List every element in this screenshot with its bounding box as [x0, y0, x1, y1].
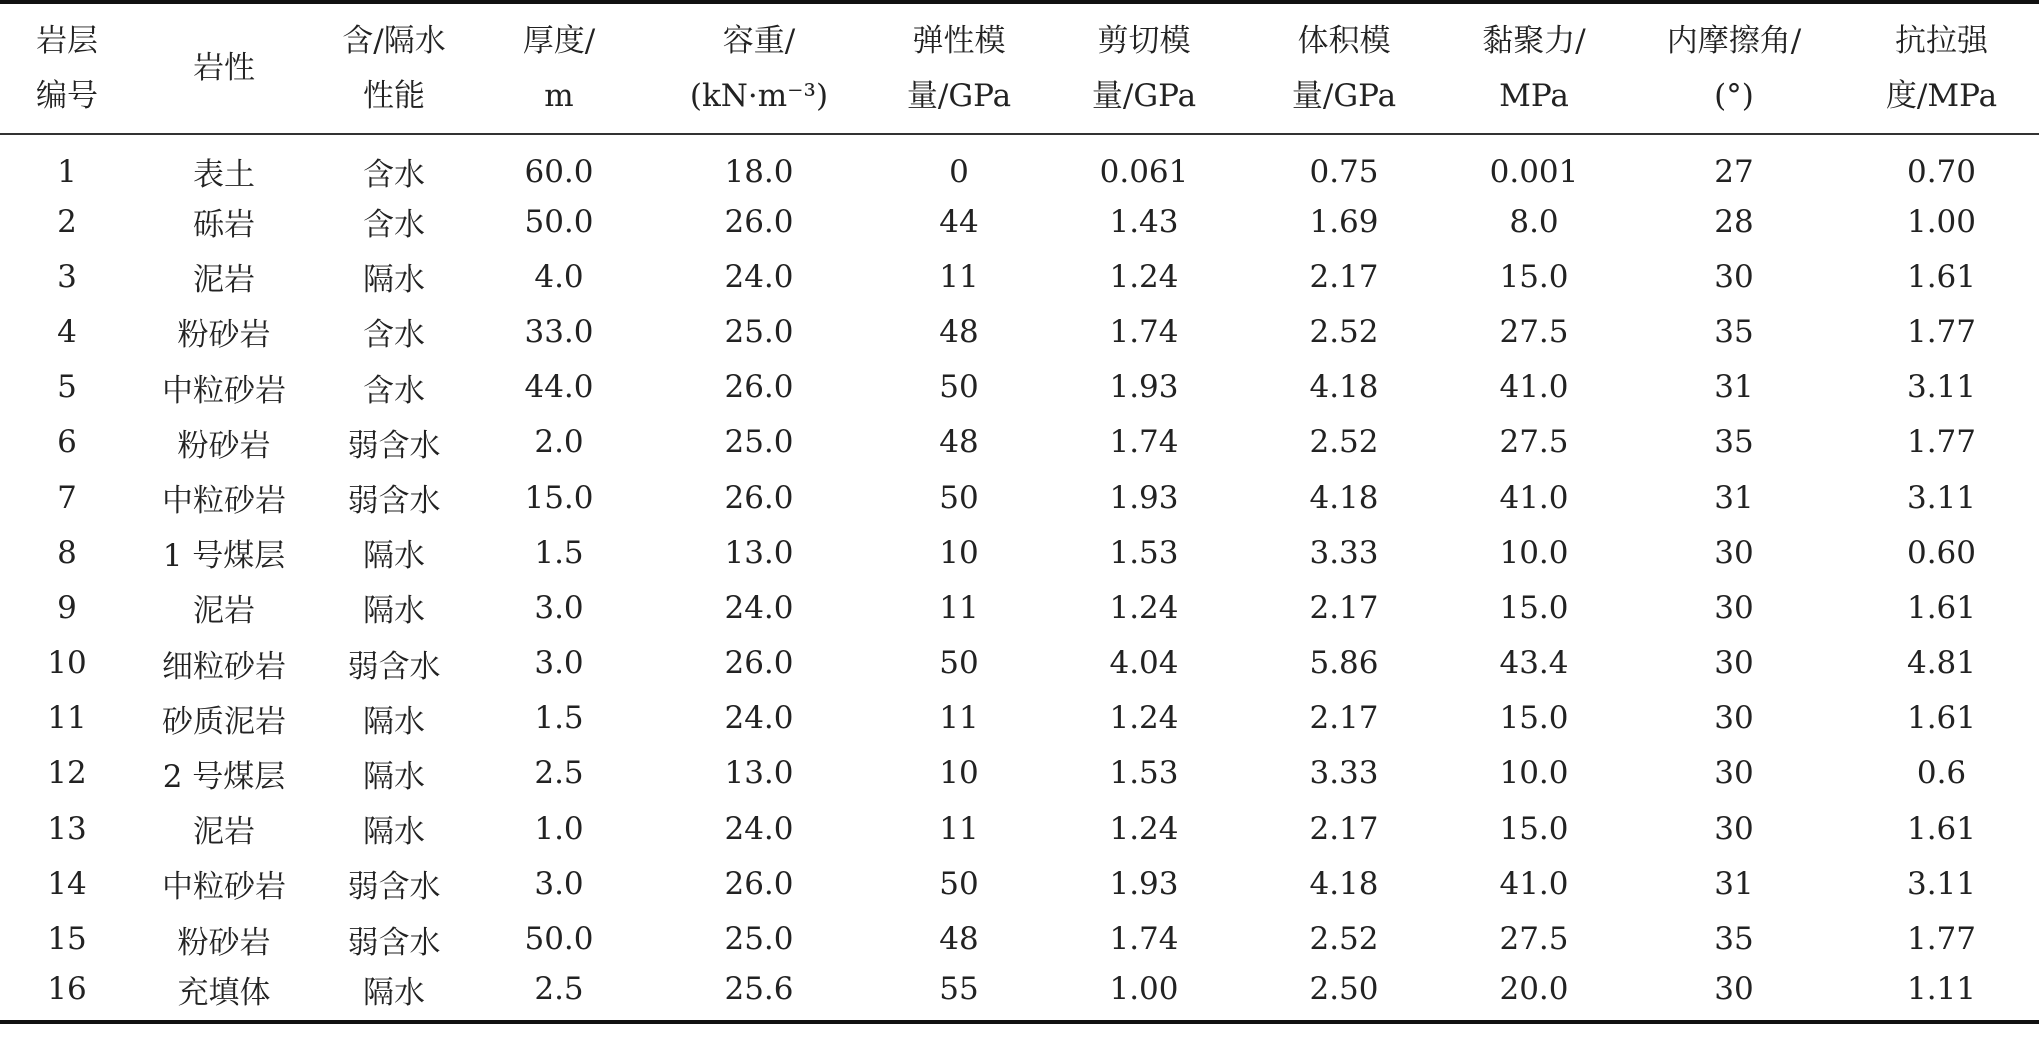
- cell-cohesion: 15.0: [1499, 700, 1569, 737]
- cell-friction-angle: 30: [1714, 755, 1754, 792]
- cell-lithology: 中粒砂岩: [162, 869, 286, 906]
- cell-elastic-modulus: 11: [939, 810, 979, 847]
- table-row: [0, 691, 2039, 746]
- table-row: [0, 856, 2039, 911]
- cell-bulk-modulus: 5.86: [1309, 645, 1379, 682]
- cell-elastic-modulus: 10: [939, 534, 979, 571]
- cell-tensile-strength: 1.11: [1906, 971, 1977, 1008]
- cell-shear-modulus: 1.43: [1109, 203, 1179, 240]
- cell-layer-number: 15: [47, 921, 87, 958]
- cell-tensile-strength: 1.61: [1906, 810, 1977, 847]
- cell-elastic-modulus: 10: [939, 755, 979, 792]
- cell-thickness: 3.0: [534, 865, 584, 902]
- table-row: [0, 580, 2039, 635]
- cell-bulk-modulus: 2.17: [1309, 589, 1379, 626]
- cell-shear-modulus: 1.53: [1109, 755, 1179, 792]
- header-elastic-modulus-line: 量/GPa: [906, 77, 1012, 114]
- cell-layer-number: 16: [47, 971, 87, 1008]
- cell-friction-angle: 35: [1714, 921, 1754, 958]
- cell-unit-weight: 26.0: [724, 645, 794, 682]
- cell-bulk-modulus: 4.18: [1309, 479, 1379, 516]
- cell-thickness: 3.0: [534, 589, 584, 626]
- table-row: [0, 636, 2039, 691]
- header-aquifer-property: [314, 2, 474, 134]
- cell-unit-weight: 26.0: [724, 479, 794, 516]
- cell-aquifer-property: 弱含水: [347, 924, 441, 961]
- cell-thickness: 44.0: [524, 369, 594, 406]
- cell-unit-weight: 25.0: [724, 313, 794, 350]
- cell-friction-angle: 27: [1714, 153, 1754, 190]
- header-thickness-line: m: [544, 77, 574, 114]
- cell-layer-number: 7: [57, 479, 77, 516]
- cell-friction-angle: 31: [1714, 865, 1754, 902]
- cell-bulk-modulus: 4.18: [1309, 865, 1379, 902]
- header-friction-angle-line: 内摩擦角/: [1666, 22, 1802, 59]
- cell-aquifer-property: 隔水: [363, 703, 425, 740]
- cell-friction-angle: 30: [1714, 589, 1754, 626]
- cell-layer-number: 2: [57, 203, 77, 240]
- cell-unit-weight: 13.0: [724, 755, 794, 792]
- cell-lithology: 中粒砂岩: [162, 372, 286, 409]
- cell-bulk-modulus: 4.18: [1309, 369, 1379, 406]
- header-shear-modulus-line: 剪切模: [1097, 22, 1191, 59]
- header-layer-number-line: 编号: [36, 77, 98, 114]
- header-bulk-modulus-line: 量/GPa: [1291, 77, 1397, 114]
- cell-thickness: 15.0: [524, 479, 594, 516]
- cell-cohesion: 27.5: [1499, 424, 1569, 461]
- table-row: [0, 525, 2039, 580]
- cell-shear-modulus: 1.93: [1109, 865, 1179, 902]
- cell-cohesion: 10.0: [1499, 755, 1569, 792]
- cell-elastic-modulus: 48: [939, 424, 979, 461]
- cell-cohesion: 41.0: [1499, 369, 1569, 406]
- cell-thickness: 3.0: [534, 645, 584, 682]
- table-row: [0, 194, 2039, 249]
- header-shear-modulus: [1044, 2, 1244, 134]
- cell-layer-number: 14: [47, 865, 87, 902]
- cell-unit-weight: 13.0: [724, 534, 794, 571]
- cell-cohesion: 10.0: [1499, 534, 1569, 571]
- cell-bulk-modulus: 3.33: [1309, 755, 1379, 792]
- header-cohesion-line: MPa: [1499, 77, 1569, 114]
- header-thickness-line: 厚度/: [522, 22, 596, 59]
- header-unit-weight: [644, 2, 874, 134]
- cell-friction-angle: 31: [1714, 369, 1754, 406]
- cell-elastic-modulus: 50: [939, 645, 979, 682]
- cell-tensile-strength: 3.11: [1906, 479, 1977, 516]
- cell-lithology: 中粒砂岩: [162, 483, 286, 520]
- table-row: [0, 249, 2039, 304]
- cell-elastic-modulus: 50: [939, 369, 979, 406]
- cell-thickness: 50.0: [524, 921, 594, 958]
- cell-thickness: 4.0: [534, 258, 584, 295]
- cell-friction-angle: 35: [1714, 313, 1754, 350]
- cell-shear-modulus: 1.24: [1109, 700, 1179, 737]
- header-bulk-modulus-line: 体积模: [1297, 22, 1391, 59]
- cell-tensile-strength: 1.61: [1906, 589, 1977, 626]
- cell-friction-angle: 30: [1714, 700, 1754, 737]
- cell-layer-number: 4: [57, 313, 77, 350]
- header-aquifer-property-line: 含/隔水: [342, 22, 446, 59]
- cell-tensile-strength: 1.77: [1906, 921, 1977, 958]
- cell-cohesion: 15.0: [1499, 258, 1569, 295]
- cell-shear-modulus: 4.04: [1109, 645, 1179, 682]
- cell-thickness: 1.0: [534, 810, 584, 847]
- header-tensile-strength: [1844, 2, 2039, 134]
- cell-lithology: 砾岩: [193, 207, 255, 244]
- cell-aquifer-property: 隔水: [363, 814, 425, 851]
- cell-shear-modulus: 1.00: [1109, 971, 1179, 1008]
- header-lithology: [134, 2, 314, 134]
- cell-bulk-modulus: 2.17: [1309, 700, 1379, 737]
- cell-elastic-modulus: 48: [939, 921, 979, 958]
- cell-cohesion: 43.4: [1499, 645, 1569, 682]
- cell-bulk-modulus: 2.52: [1309, 313, 1379, 350]
- cell-aquifer-property: 含水: [363, 372, 425, 409]
- cell-shear-modulus: 1.93: [1109, 369, 1179, 406]
- header-cohesion: [1444, 2, 1624, 134]
- header-shear-modulus-line: 量/GPa: [1091, 77, 1197, 114]
- cell-aquifer-property: 隔水: [363, 758, 425, 795]
- header-tensile-strength-line: 抗拉强: [1895, 22, 1988, 59]
- cell-lithology: 砂质泥岩: [162, 703, 286, 740]
- cell-lithology: 泥岩: [193, 593, 255, 630]
- header-unit-weight-line: 容重/: [722, 22, 796, 59]
- cell-friction-angle: 30: [1714, 971, 1754, 1008]
- cell-lithology: 粉砂岩: [177, 924, 271, 961]
- header-layer-number: [0, 2, 134, 134]
- cell-layer-number: 3: [57, 258, 77, 295]
- cell-lithology: 泥岩: [193, 262, 255, 299]
- cell-unit-weight: 26.0: [724, 865, 794, 902]
- cell-thickness: 33.0: [524, 313, 594, 350]
- cell-elastic-modulus: 55: [939, 971, 979, 1008]
- table-row: [0, 304, 2039, 359]
- cell-bulk-modulus: 2.50: [1309, 971, 1379, 1008]
- cell-aquifer-property: 隔水: [363, 262, 425, 299]
- cell-shear-modulus: 1.93: [1109, 479, 1179, 516]
- cell-tensile-strength: 3.11: [1906, 369, 1977, 406]
- cell-thickness: 2.0: [534, 424, 584, 461]
- table-row: [0, 911, 2039, 966]
- header-elastic-modulus-line: 弹性模: [912, 22, 1006, 59]
- header-thickness: [474, 2, 644, 134]
- cell-tensile-strength: 1.00: [1906, 203, 1977, 240]
- cell-friction-angle: 30: [1714, 534, 1754, 571]
- table-row: [0, 360, 2039, 415]
- cell-tensile-strength: 0.60: [1906, 534, 1977, 571]
- cell-shear-modulus: 1.74: [1109, 424, 1179, 461]
- cell-shear-modulus: 1.74: [1109, 921, 1179, 958]
- cell-aquifer-property: 弱含水: [347, 869, 441, 906]
- cell-layer-number: 11: [47, 700, 87, 737]
- cell-aquifer-property: 隔水: [363, 593, 425, 630]
- cell-shear-modulus: 1.74: [1109, 313, 1179, 350]
- header-cohesion-line: 黏聚力/: [1482, 22, 1586, 59]
- table-row: [0, 967, 2039, 1022]
- cell-shear-modulus: 1.53: [1109, 534, 1179, 571]
- cell-layer-number: 1: [57, 153, 77, 190]
- cell-shear-modulus: 1.24: [1109, 258, 1179, 295]
- cell-unit-weight: 25.0: [724, 921, 794, 958]
- cell-unit-weight: 24.0: [724, 810, 794, 847]
- cell-cohesion: 15.0: [1499, 589, 1569, 626]
- cell-bulk-modulus: 2.17: [1309, 258, 1379, 295]
- cell-lithology: 细粒砂岩: [162, 648, 286, 685]
- cell-unit-weight: 26.0: [724, 369, 794, 406]
- cell-thickness: 2.5: [534, 971, 584, 1008]
- cell-unit-weight: 24.0: [724, 258, 794, 295]
- cell-shear-modulus: 0.061: [1099, 153, 1189, 190]
- cell-friction-angle: 35: [1714, 424, 1754, 461]
- cell-thickness: 60.0: [524, 153, 594, 190]
- header-layer-number-line: 岩层: [36, 22, 98, 59]
- cell-tensile-strength: 0.70: [1906, 153, 1977, 190]
- cell-lithology: 充填体: [177, 974, 271, 1011]
- cell-bulk-modulus: 2.52: [1309, 921, 1379, 958]
- cell-elastic-modulus: 48: [939, 313, 979, 350]
- cell-thickness: 2.5: [534, 755, 584, 792]
- cell-elastic-modulus: 11: [939, 589, 979, 626]
- cell-elastic-modulus: 50: [939, 479, 979, 516]
- cell-layer-number: 6: [57, 424, 77, 461]
- cell-cohesion: 8.0: [1509, 203, 1559, 240]
- cell-friction-angle: 30: [1714, 645, 1754, 682]
- cell-cohesion: 15.0: [1499, 810, 1569, 847]
- cell-friction-angle: 30: [1714, 258, 1754, 295]
- cell-layer-number: 12: [47, 755, 87, 792]
- cell-bulk-modulus: 2.52: [1309, 424, 1379, 461]
- cell-aquifer-property: 含水: [363, 157, 425, 193]
- cell-tensile-strength: 3.11: [1906, 865, 1977, 902]
- header-bulk-modulus: [1244, 2, 1444, 134]
- cell-thickness: 1.5: [534, 700, 584, 737]
- cell-bulk-modulus: 3.33: [1309, 534, 1379, 571]
- cell-elastic-modulus: 11: [939, 258, 979, 295]
- cell-lithology: 2 号煤层: [162, 758, 286, 795]
- cell-unit-weight: 25.0: [724, 424, 794, 461]
- cell-unit-weight: 18.0: [724, 153, 794, 190]
- header-aquifer-property-line: 性能: [363, 77, 425, 114]
- cell-elastic-modulus: 44: [939, 203, 979, 240]
- cell-tensile-strength: 0.6: [1916, 755, 1967, 792]
- cell-layer-number: 10: [47, 645, 87, 682]
- cell-elastic-modulus: 0: [949, 153, 969, 190]
- cell-layer-number: 9: [57, 589, 77, 626]
- cell-shear-modulus: 1.24: [1109, 810, 1179, 847]
- cell-layer-number: 13: [47, 810, 87, 847]
- table-row: [0, 134, 2039, 194]
- cell-tensile-strength: 1.77: [1906, 424, 1977, 461]
- cell-unit-weight: 26.0: [724, 203, 794, 240]
- cell-unit-weight: 24.0: [724, 589, 794, 626]
- table-row: [0, 801, 2039, 856]
- cell-elastic-modulus: 11: [939, 700, 979, 737]
- cell-shear-modulus: 1.24: [1109, 589, 1179, 626]
- cell-tensile-strength: 1.61: [1906, 258, 1977, 295]
- cell-thickness: 1.5: [534, 534, 584, 571]
- cell-aquifer-property: 弱含水: [347, 648, 441, 685]
- cell-cohesion: 0.001: [1489, 153, 1579, 190]
- header-unit-weight-line: (kN·m⁻³): [689, 77, 829, 114]
- cell-tensile-strength: 1.61: [1906, 700, 1977, 737]
- cell-bulk-modulus: 1.69: [1309, 203, 1379, 240]
- table-row: [0, 746, 2039, 801]
- table-header-row: [0, 2, 2039, 134]
- cell-bulk-modulus: 0.75: [1309, 153, 1379, 190]
- cell-lithology: 1 号煤层: [162, 538, 286, 575]
- cell-lithology: 粉砂岩: [177, 317, 271, 354]
- cell-cohesion: 41.0: [1499, 479, 1569, 516]
- cell-bulk-modulus: 2.17: [1309, 810, 1379, 847]
- cell-tensile-strength: 4.81: [1906, 645, 1977, 682]
- cell-aquifer-property: 含水: [363, 317, 425, 354]
- cell-aquifer-property: 弱含水: [347, 427, 441, 464]
- cell-elastic-modulus: 50: [939, 865, 979, 902]
- header-lithology-line: 岩性: [193, 50, 255, 86]
- header-friction-angle-line: (°): [1714, 77, 1754, 114]
- cell-layer-number: 8: [57, 534, 77, 571]
- cell-friction-angle: 28: [1714, 203, 1754, 240]
- cell-cohesion: 20.0: [1499, 971, 1569, 1008]
- table-body: [0, 134, 2039, 1022]
- cell-aquifer-property: 弱含水: [347, 483, 441, 520]
- cell-friction-angle: 30: [1714, 810, 1754, 847]
- cell-unit-weight: 24.0: [724, 700, 794, 737]
- cell-lithology: 泥岩: [193, 814, 255, 851]
- cell-unit-weight: 25.6: [724, 971, 794, 1008]
- header-elastic-modulus: [874, 2, 1044, 134]
- cell-lithology: 表土: [193, 157, 255, 193]
- cell-friction-angle: 31: [1714, 479, 1754, 516]
- cell-layer-number: 5: [57, 369, 77, 406]
- cell-aquifer-property: 隔水: [363, 538, 425, 575]
- cell-tensile-strength: 1.77: [1906, 313, 1977, 350]
- table-row: [0, 470, 2039, 525]
- table-row: [0, 415, 2039, 470]
- header-friction-angle: [1624, 2, 1844, 134]
- cell-aquifer-property: 含水: [363, 207, 425, 244]
- cell-cohesion: 27.5: [1499, 921, 1569, 958]
- cell-cohesion: 41.0: [1499, 865, 1569, 902]
- cell-cohesion: 27.5: [1499, 313, 1569, 350]
- cell-thickness: 50.0: [524, 203, 594, 240]
- cell-lithology: 粉砂岩: [177, 427, 271, 464]
- header-tensile-strength-line: 度/MPa: [1885, 77, 1998, 114]
- cell-aquifer-property: 隔水: [363, 974, 425, 1011]
